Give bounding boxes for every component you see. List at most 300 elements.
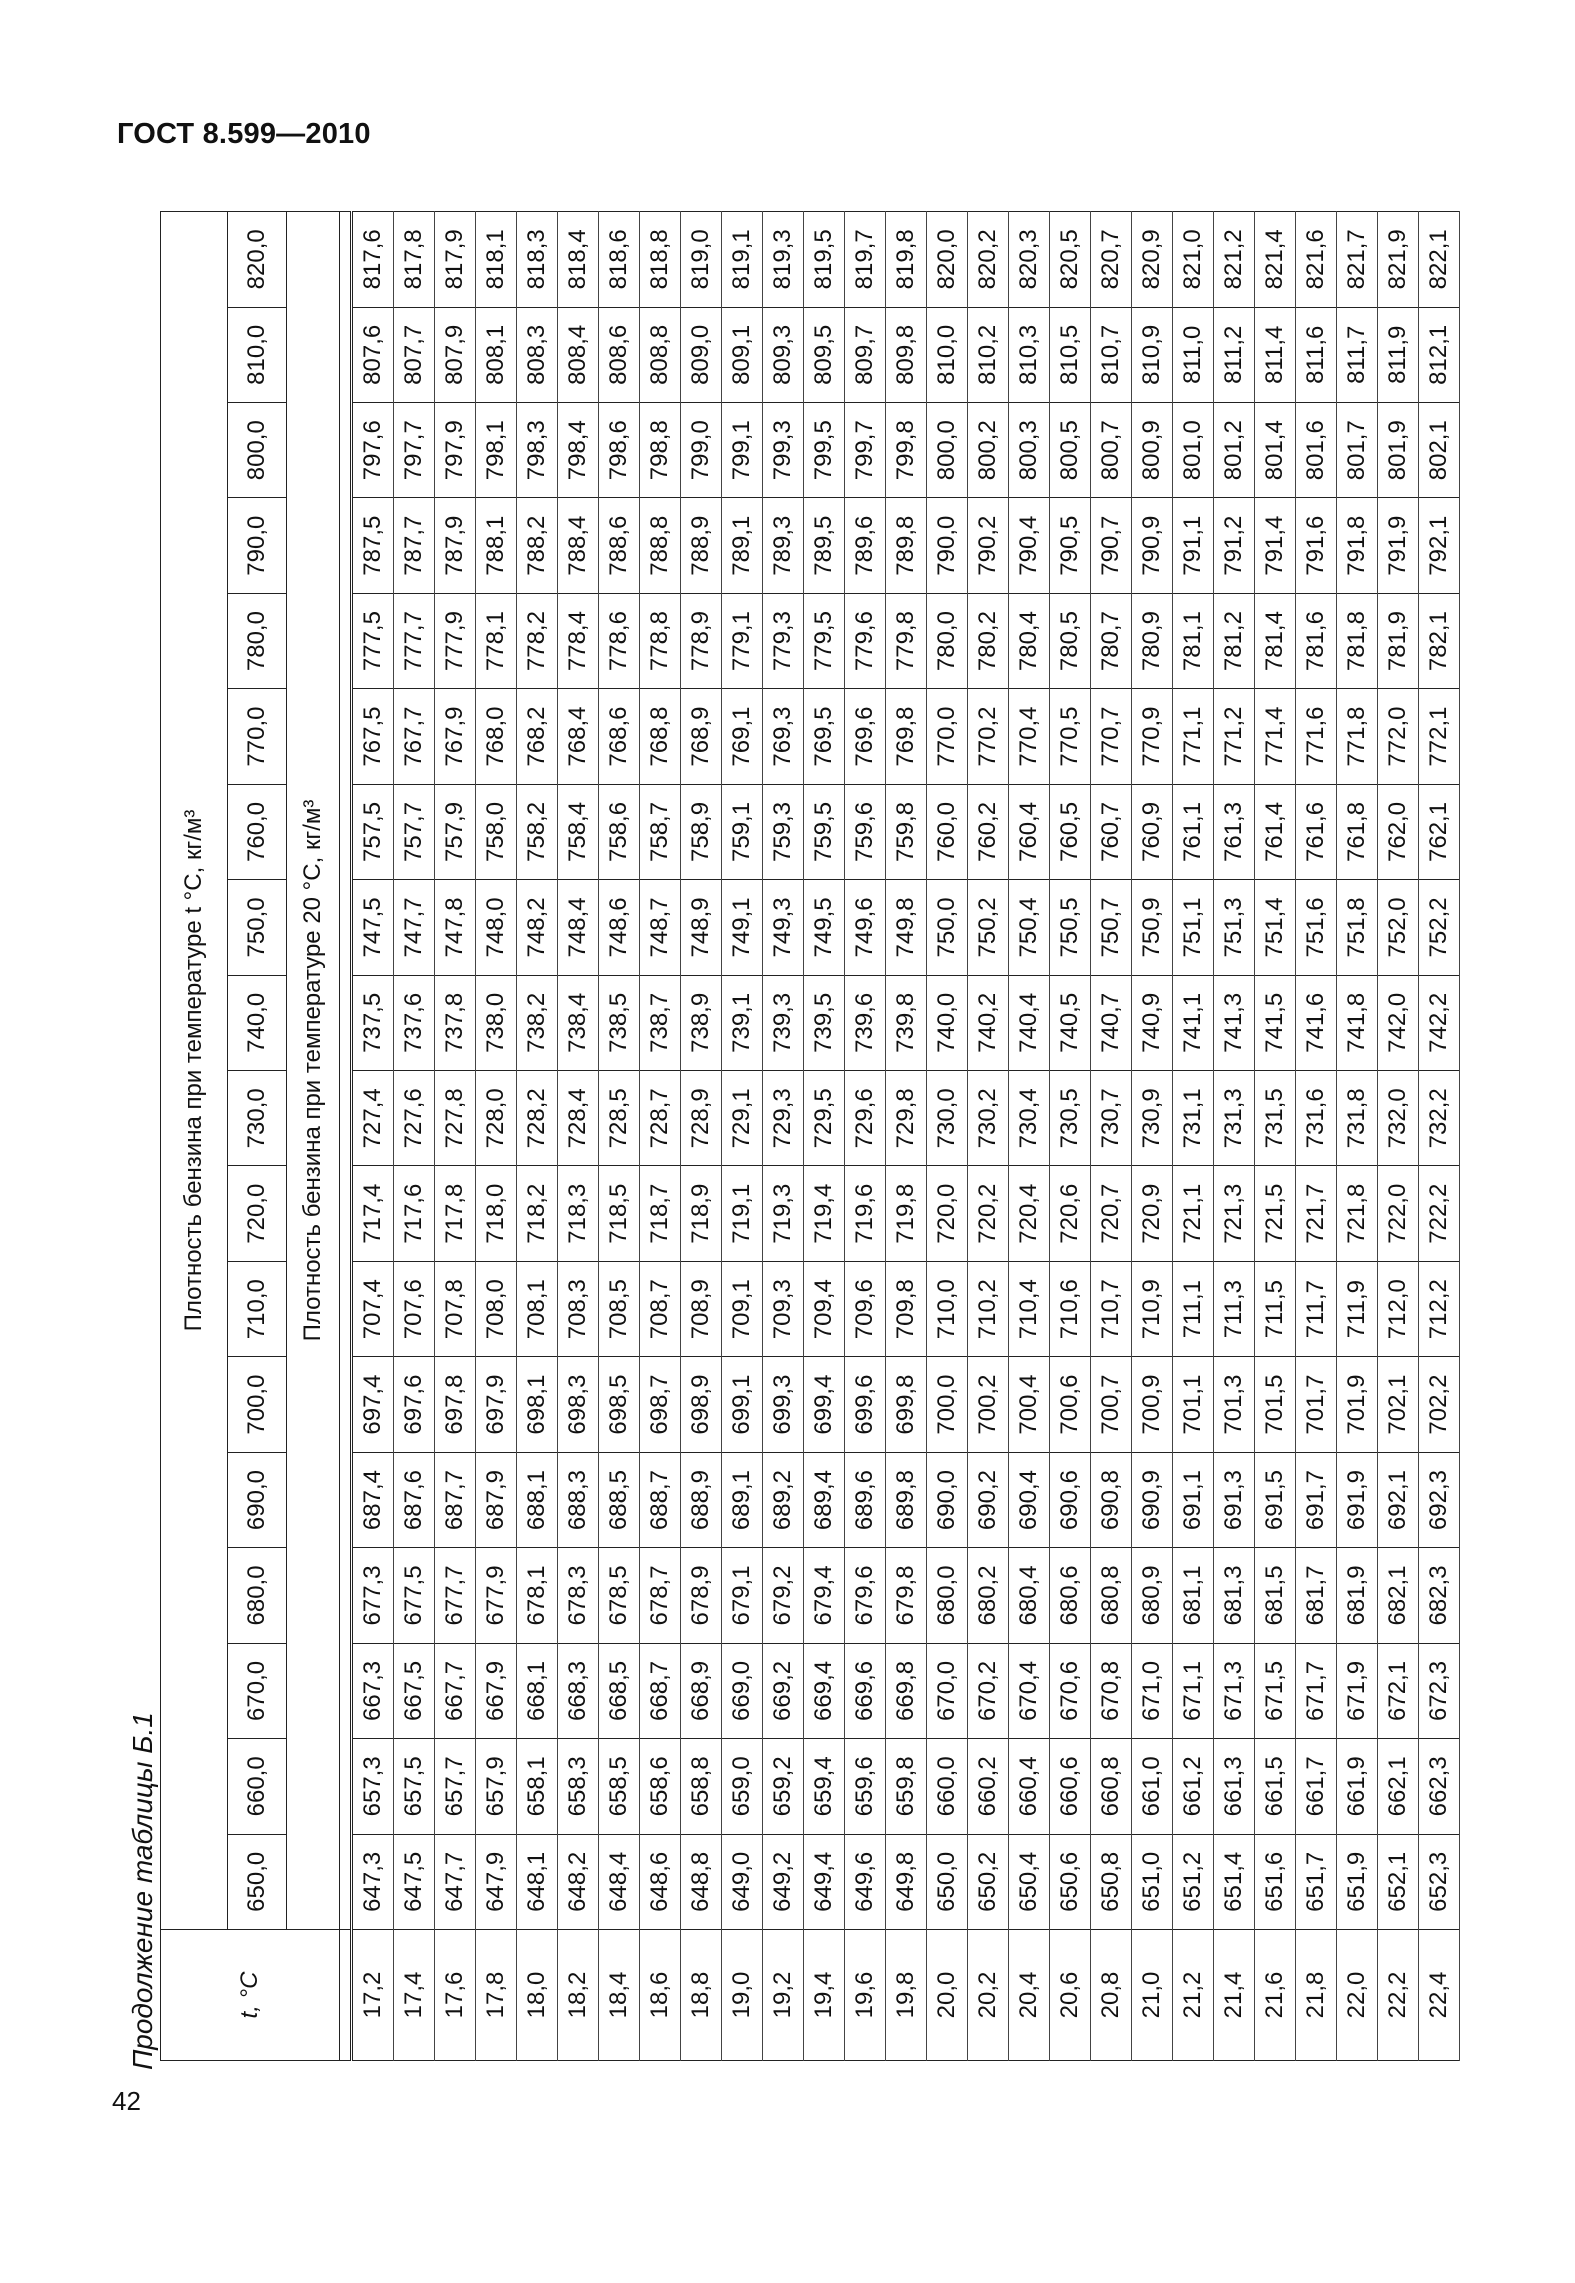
density-column-header: 770,0 bbox=[228, 689, 287, 784]
density-cell: 688,9 bbox=[681, 1452, 722, 1547]
density-cell: 771,4 bbox=[1255, 689, 1296, 784]
table-row bbox=[1419, 212, 1460, 2061]
density-cell: 758,4 bbox=[558, 784, 599, 879]
density-cell: 770,4 bbox=[1009, 689, 1050, 784]
density-cell: 668,1 bbox=[517, 1643, 558, 1738]
density-cell: 688,3 bbox=[558, 1452, 599, 1547]
density-cell: 691,7 bbox=[1296, 1452, 1337, 1547]
density-cell: 789,5 bbox=[804, 498, 845, 593]
density-cell: 717,8 bbox=[435, 1166, 476, 1261]
density-cell: 699,3 bbox=[763, 1357, 804, 1452]
density-cell: 749,3 bbox=[763, 880, 804, 975]
density-cell: 808,1 bbox=[476, 307, 517, 402]
table-row bbox=[1378, 212, 1419, 2061]
temperature-cell: 20,4 bbox=[1009, 1930, 1050, 2061]
density-cell: 650,2 bbox=[968, 1834, 1009, 1929]
density-cell: 687,9 bbox=[476, 1452, 517, 1547]
density-cell: 661,7 bbox=[1296, 1739, 1337, 1834]
temperature-cell: 20,0 bbox=[927, 1930, 968, 2061]
density-cell: 819,0 bbox=[681, 212, 722, 308]
density-cell: 718,9 bbox=[681, 1166, 722, 1261]
density-cell: 769,1 bbox=[722, 689, 763, 784]
density-cell: 738,2 bbox=[517, 975, 558, 1070]
density-cell: 790,9 bbox=[1132, 498, 1173, 593]
table-head bbox=[161, 212, 352, 2061]
density-cell: 800,9 bbox=[1132, 403, 1173, 498]
density-cell: 760,7 bbox=[1091, 784, 1132, 879]
density-cell: 819,5 bbox=[804, 212, 845, 308]
density-cell: 758,0 bbox=[476, 784, 517, 879]
density-cell: 679,8 bbox=[886, 1548, 927, 1643]
density-header-row bbox=[228, 212, 287, 2061]
density-cell: 751,3 bbox=[1214, 880, 1255, 975]
density-cell: 697,6 bbox=[394, 1357, 435, 1452]
density-cell: 798,3 bbox=[517, 403, 558, 498]
density-cell: 739,3 bbox=[763, 975, 804, 1070]
density-cell: 647,9 bbox=[476, 1834, 517, 1929]
density-cell: 740,4 bbox=[1009, 975, 1050, 1070]
density-cell: 729,6 bbox=[845, 1071, 886, 1166]
density-cell: 700,0 bbox=[927, 1357, 968, 1452]
density-cell: 729,1 bbox=[722, 1071, 763, 1166]
density-cell: 809,1 bbox=[722, 307, 763, 402]
density-cell: 710,7 bbox=[1091, 1261, 1132, 1356]
density-cell: 690,2 bbox=[968, 1452, 1009, 1547]
density-cell: 739,8 bbox=[886, 975, 927, 1070]
density-cell: 758,6 bbox=[599, 784, 640, 879]
density-cell: 810,5 bbox=[1050, 307, 1091, 402]
density-cell: 769,3 bbox=[763, 689, 804, 784]
density-cell: 728,0 bbox=[476, 1071, 517, 1166]
density-cell: 739,1 bbox=[722, 975, 763, 1070]
density-cell: 799,3 bbox=[763, 403, 804, 498]
density-cell: 739,6 bbox=[845, 975, 886, 1070]
density-cell: 669,8 bbox=[886, 1643, 927, 1738]
density-cell: 671,3 bbox=[1214, 1643, 1255, 1738]
density-cell: 809,3 bbox=[763, 307, 804, 402]
density-cell: 689,6 bbox=[845, 1452, 886, 1547]
density-cell: 801,4 bbox=[1255, 403, 1296, 498]
density-cell: 708,1 bbox=[517, 1261, 558, 1356]
density-cell: 712,2 bbox=[1419, 1261, 1460, 1356]
temperature-cell: 18,0 bbox=[517, 1930, 558, 2061]
density-cell: 719,1 bbox=[722, 1166, 763, 1261]
density-cell: 787,7 bbox=[394, 498, 435, 593]
density-cell: 811,9 bbox=[1378, 307, 1419, 402]
density-cell: 817,8 bbox=[394, 212, 435, 308]
density-cell: 721,1 bbox=[1173, 1166, 1214, 1261]
temperature-cell: 19,2 bbox=[763, 1930, 804, 2061]
density-cell: 690,8 bbox=[1091, 1452, 1132, 1547]
density-cell: 738,5 bbox=[599, 975, 640, 1070]
density-cell: 801,7 bbox=[1337, 403, 1378, 498]
density-cell: 711,5 bbox=[1255, 1261, 1296, 1356]
density-cell: 808,6 bbox=[599, 307, 640, 402]
density-cell: 811,6 bbox=[1296, 307, 1337, 402]
density-cell: 727,8 bbox=[435, 1071, 476, 1166]
density-cell: 771,1 bbox=[1173, 689, 1214, 784]
density-cell: 791,4 bbox=[1255, 498, 1296, 593]
density-cell: 649,8 bbox=[886, 1834, 927, 1929]
density-cell: 718,7 bbox=[640, 1166, 681, 1261]
sub-header: Плотность бензина при температуре 20 °C, кг/м³ bbox=[287, 212, 340, 1930]
density-cell: 807,6 bbox=[352, 307, 394, 402]
density-cell: 707,8 bbox=[435, 1261, 476, 1356]
density-cell: 800,2 bbox=[968, 403, 1009, 498]
density-cell: 790,2 bbox=[968, 498, 1009, 593]
density-cell: 660,4 bbox=[1009, 1739, 1050, 1834]
density-cell: 721,3 bbox=[1214, 1166, 1255, 1261]
density-column-header: 650,0 bbox=[228, 1834, 287, 1929]
density-cell: 758,7 bbox=[640, 784, 681, 879]
density-cell: 780,4 bbox=[1009, 593, 1050, 688]
density-cell: 689,2 bbox=[763, 1452, 804, 1547]
density-cell: 727,4 bbox=[352, 1071, 394, 1166]
density-cell: 751,6 bbox=[1296, 880, 1337, 975]
temperature-cell: 18,2 bbox=[558, 1930, 599, 2061]
temperature-cell: 21,6 bbox=[1255, 1930, 1296, 2061]
density-cell: 671,0 bbox=[1132, 1643, 1173, 1738]
density-cell: 720,9 bbox=[1132, 1166, 1173, 1261]
density-cell: 771,8 bbox=[1337, 689, 1378, 784]
density-cell: 802,1 bbox=[1419, 403, 1460, 498]
temperature-cell: 17,6 bbox=[435, 1930, 476, 2061]
density-cell: 650,0 bbox=[927, 1834, 968, 1929]
density-cell: 651,0 bbox=[1132, 1834, 1173, 1929]
density-cell: 760,5 bbox=[1050, 784, 1091, 879]
density-cell: 779,3 bbox=[763, 593, 804, 688]
density-cell: 697,9 bbox=[476, 1357, 517, 1452]
density-column-header: 660,0 bbox=[228, 1739, 287, 1834]
density-cell: 770,0 bbox=[927, 689, 968, 784]
density-cell: 797,7 bbox=[394, 403, 435, 498]
density-cell: 697,8 bbox=[435, 1357, 476, 1452]
density-cell: 799,1 bbox=[722, 403, 763, 498]
density-cell: 678,7 bbox=[640, 1548, 681, 1643]
temperature-cell: 20,8 bbox=[1091, 1930, 1132, 2061]
temperature-cell: 17,2 bbox=[352, 1930, 394, 2061]
density-cell: 727,6 bbox=[394, 1071, 435, 1166]
density-cell: 711,1 bbox=[1173, 1261, 1214, 1356]
density-cell: 700,6 bbox=[1050, 1357, 1091, 1452]
density-column-header: 780,0 bbox=[228, 593, 287, 688]
density-cell: 688,5 bbox=[599, 1452, 640, 1547]
density-cell: 779,8 bbox=[886, 593, 927, 688]
density-cell: 688,1 bbox=[517, 1452, 558, 1547]
density-cell: 692,3 bbox=[1419, 1452, 1460, 1547]
table-row bbox=[640, 212, 681, 2061]
table-row bbox=[681, 212, 722, 2061]
density-cell: 699,4 bbox=[804, 1357, 845, 1452]
density-cell: 728,2 bbox=[517, 1071, 558, 1166]
density-cell: 741,8 bbox=[1337, 975, 1378, 1070]
density-cell: 812,1 bbox=[1419, 307, 1460, 402]
density-cell: 760,0 bbox=[927, 784, 968, 879]
table-row bbox=[558, 212, 599, 2061]
density-cell: 681,5 bbox=[1255, 1548, 1296, 1643]
density-cell: 761,3 bbox=[1214, 784, 1255, 879]
density-cell: 648,6 bbox=[640, 1834, 681, 1929]
density-cell: 820,9 bbox=[1132, 212, 1173, 308]
density-cell: 751,8 bbox=[1337, 880, 1378, 975]
density-cell: 778,2 bbox=[517, 593, 558, 688]
density-cell: 709,8 bbox=[886, 1261, 927, 1356]
density-cell: 711,7 bbox=[1296, 1261, 1337, 1356]
density-cell: 758,2 bbox=[517, 784, 558, 879]
density-cell: 798,6 bbox=[599, 403, 640, 498]
density-cell: 678,5 bbox=[599, 1548, 640, 1643]
density-cell: 801,0 bbox=[1173, 403, 1214, 498]
density-cell: 789,1 bbox=[722, 498, 763, 593]
density-cell: 659,8 bbox=[886, 1739, 927, 1834]
density-cell: 809,8 bbox=[886, 307, 927, 402]
density-cell: 811,2 bbox=[1214, 307, 1255, 402]
density-cell: 737,8 bbox=[435, 975, 476, 1070]
table-row bbox=[927, 212, 968, 2061]
density-cell: 778,4 bbox=[558, 593, 599, 688]
density-cell: 759,8 bbox=[886, 784, 927, 879]
density-cell: 659,2 bbox=[763, 1739, 804, 1834]
density-cell: 659,6 bbox=[845, 1739, 886, 1834]
density-cell: 681,1 bbox=[1173, 1548, 1214, 1643]
density-cell: 738,7 bbox=[640, 975, 681, 1070]
density-cell: 649,2 bbox=[763, 1834, 804, 1929]
density-cell: 751,4 bbox=[1255, 880, 1296, 975]
density-column-header: 760,0 bbox=[228, 784, 287, 879]
density-cell: 649,4 bbox=[804, 1834, 845, 1929]
density-cell: 729,3 bbox=[763, 1071, 804, 1166]
density-cell: 789,8 bbox=[886, 498, 927, 593]
density-cell: 800,5 bbox=[1050, 403, 1091, 498]
density-cell: 757,9 bbox=[435, 784, 476, 879]
density-cell: 811,4 bbox=[1255, 307, 1296, 402]
density-cell: 661,9 bbox=[1337, 1739, 1378, 1834]
density-cell: 750,0 bbox=[927, 880, 968, 975]
density-cell: 660,6 bbox=[1050, 1739, 1091, 1834]
density-cell: 708,7 bbox=[640, 1261, 681, 1356]
temperature-cell: 17,8 bbox=[476, 1930, 517, 2061]
density-cell: 762,1 bbox=[1419, 784, 1460, 879]
density-cell: 730,5 bbox=[1050, 1071, 1091, 1166]
density-cell: 670,0 bbox=[927, 1643, 968, 1738]
density-table bbox=[160, 211, 1460, 2061]
density-cell: 779,6 bbox=[845, 593, 886, 688]
density-cell: 679,2 bbox=[763, 1548, 804, 1643]
density-cell: 818,3 bbox=[517, 212, 558, 308]
density-cell: 759,3 bbox=[763, 784, 804, 879]
density-cell: 752,0 bbox=[1378, 880, 1419, 975]
density-cell: 772,1 bbox=[1419, 689, 1460, 784]
density-cell: 790,0 bbox=[927, 498, 968, 593]
density-cell: 788,2 bbox=[517, 498, 558, 593]
density-cell: 728,5 bbox=[599, 1071, 640, 1166]
density-cell: 808,8 bbox=[640, 307, 681, 402]
density-cell: 720,4 bbox=[1009, 1166, 1050, 1261]
temperature-cell: 19,4 bbox=[804, 1930, 845, 2061]
density-cell: 791,9 bbox=[1378, 498, 1419, 593]
density-cell: 661,5 bbox=[1255, 1739, 1296, 1834]
density-cell: 670,2 bbox=[968, 1643, 1009, 1738]
density-column-header: 680,0 bbox=[228, 1548, 287, 1643]
density-cell: 750,5 bbox=[1050, 880, 1091, 975]
density-cell: 809,5 bbox=[804, 307, 845, 402]
density-column-header: 800,0 bbox=[228, 403, 287, 498]
density-cell: 718,3 bbox=[558, 1166, 599, 1261]
density-cell: 761,4 bbox=[1255, 784, 1296, 879]
density-cell: 681,3 bbox=[1214, 1548, 1255, 1643]
table-row bbox=[722, 212, 763, 2061]
density-cell: 731,5 bbox=[1255, 1071, 1296, 1166]
density-cell: 701,3 bbox=[1214, 1357, 1255, 1452]
density-cell: 689,4 bbox=[804, 1452, 845, 1547]
density-cell: 779,5 bbox=[804, 593, 845, 688]
density-cell: 821,2 bbox=[1214, 212, 1255, 308]
table-row bbox=[1214, 212, 1255, 2061]
density-cell: 787,9 bbox=[435, 498, 476, 593]
density-cell: 648,4 bbox=[599, 1834, 640, 1929]
table-row bbox=[1173, 212, 1214, 2061]
density-cell: 748,2 bbox=[517, 880, 558, 975]
density-cell: 730,0 bbox=[927, 1071, 968, 1166]
density-cell: 691,1 bbox=[1173, 1452, 1214, 1547]
table-row bbox=[599, 212, 640, 2061]
density-column-header: 730,0 bbox=[228, 1071, 287, 1166]
density-column-header: 690,0 bbox=[228, 1452, 287, 1547]
density-cell: 779,1 bbox=[722, 593, 763, 688]
density-cell: 767,9 bbox=[435, 689, 476, 784]
density-cell: 730,9 bbox=[1132, 1071, 1173, 1166]
density-cell: 788,1 bbox=[476, 498, 517, 593]
density-cell: 750,4 bbox=[1009, 880, 1050, 975]
density-cell: 789,6 bbox=[845, 498, 886, 593]
density-cell: 677,3 bbox=[352, 1548, 394, 1643]
table-body bbox=[352, 212, 1460, 2061]
density-cell: 700,7 bbox=[1091, 1357, 1132, 1452]
density-cell: 710,6 bbox=[1050, 1261, 1091, 1356]
density-cell: 810,0 bbox=[927, 307, 968, 402]
density-cell: 651,7 bbox=[1296, 1834, 1337, 1929]
density-cell: 790,7 bbox=[1091, 498, 1132, 593]
density-cell: 698,3 bbox=[558, 1357, 599, 1452]
density-cell: 800,3 bbox=[1009, 403, 1050, 498]
density-cell: 667,5 bbox=[394, 1643, 435, 1738]
density-cell: 692,1 bbox=[1378, 1452, 1419, 1547]
density-cell: 781,6 bbox=[1296, 593, 1337, 688]
density-cell: 809,7 bbox=[845, 307, 886, 402]
density-cell: 780,9 bbox=[1132, 593, 1173, 688]
density-cell: 749,6 bbox=[845, 880, 886, 975]
density-cell: 718,5 bbox=[599, 1166, 640, 1261]
density-cell: 738,9 bbox=[681, 975, 722, 1070]
density-cell: 771,2 bbox=[1214, 689, 1255, 784]
density-cell: 668,9 bbox=[681, 1643, 722, 1738]
density-cell: 699,6 bbox=[845, 1357, 886, 1452]
temperature-cell: 22,2 bbox=[1378, 1930, 1419, 2061]
density-cell: 678,3 bbox=[558, 1548, 599, 1643]
density-cell: 702,2 bbox=[1419, 1357, 1460, 1452]
density-cell: 742,0 bbox=[1378, 975, 1419, 1070]
density-cell: 790,5 bbox=[1050, 498, 1091, 593]
table-row bbox=[352, 212, 394, 2061]
density-column-header: 790,0 bbox=[228, 498, 287, 593]
density-cell: 778,8 bbox=[640, 593, 681, 688]
density-cell: 759,5 bbox=[804, 784, 845, 879]
density-cell: 718,2 bbox=[517, 1166, 558, 1261]
density-cell: 740,5 bbox=[1050, 975, 1091, 1070]
density-cell: 810,3 bbox=[1009, 307, 1050, 402]
density-cell: 729,5 bbox=[804, 1071, 845, 1166]
density-cell: 717,4 bbox=[352, 1166, 394, 1261]
density-cell: 732,0 bbox=[1378, 1071, 1419, 1166]
density-cell: 770,5 bbox=[1050, 689, 1091, 784]
density-cell: 732,2 bbox=[1419, 1071, 1460, 1166]
table-row bbox=[476, 212, 517, 2061]
density-cell: 761,1 bbox=[1173, 784, 1214, 879]
density-cell: 791,2 bbox=[1214, 498, 1255, 593]
density-cell: 680,4 bbox=[1009, 1548, 1050, 1643]
table-row bbox=[763, 212, 804, 2061]
density-cell: 651,2 bbox=[1173, 1834, 1214, 1929]
temperature-cell: 21,0 bbox=[1132, 1930, 1173, 2061]
density-cell: 708,0 bbox=[476, 1261, 517, 1356]
density-cell: 649,0 bbox=[722, 1834, 763, 1929]
density-cell: 720,7 bbox=[1091, 1166, 1132, 1261]
temperature-cell: 20,2 bbox=[968, 1930, 1009, 2061]
density-cell: 690,9 bbox=[1132, 1452, 1173, 1547]
density-cell: 768,4 bbox=[558, 689, 599, 784]
density-cell: 820,3 bbox=[1009, 212, 1050, 308]
density-cell: 799,8 bbox=[886, 403, 927, 498]
density-cell: 820,0 bbox=[927, 212, 968, 308]
density-cell: 748,0 bbox=[476, 880, 517, 975]
density-cell: 788,9 bbox=[681, 498, 722, 593]
density-cell: 708,3 bbox=[558, 1261, 599, 1356]
density-cell: 801,2 bbox=[1214, 403, 1255, 498]
density-cell: 682,3 bbox=[1419, 1548, 1460, 1643]
density-cell: 818,4 bbox=[558, 212, 599, 308]
density-cell: 798,4 bbox=[558, 403, 599, 498]
density-cell: 660,0 bbox=[927, 1739, 968, 1834]
density-cell: 662,1 bbox=[1378, 1739, 1419, 1834]
density-cell: 791,6 bbox=[1296, 498, 1337, 593]
density-cell: 660,8 bbox=[1091, 1739, 1132, 1834]
density-cell: 661,2 bbox=[1173, 1739, 1214, 1834]
table-row bbox=[394, 212, 435, 2061]
density-cell: 691,3 bbox=[1214, 1452, 1255, 1547]
density-cell: 687,6 bbox=[394, 1452, 435, 1547]
density-cell: 700,9 bbox=[1132, 1357, 1173, 1452]
density-cell: 721,5 bbox=[1255, 1166, 1296, 1261]
density-cell: 748,7 bbox=[640, 880, 681, 975]
density-cell: 780,0 bbox=[927, 593, 968, 688]
density-cell: 821,9 bbox=[1378, 212, 1419, 308]
density-cell: 722,0 bbox=[1378, 1166, 1419, 1261]
density-cell: 772,0 bbox=[1378, 689, 1419, 784]
density-cell: 752,2 bbox=[1419, 880, 1460, 975]
table-row bbox=[1255, 212, 1296, 2061]
density-cell: 819,3 bbox=[763, 212, 804, 308]
density-cell: 811,7 bbox=[1337, 307, 1378, 402]
density-cell: 718,0 bbox=[476, 1166, 517, 1261]
density-cell: 709,3 bbox=[763, 1261, 804, 1356]
density-cell: 748,6 bbox=[599, 880, 640, 975]
density-cell: 780,5 bbox=[1050, 593, 1091, 688]
density-cell: 818,1 bbox=[476, 212, 517, 308]
density-cell: 648,8 bbox=[681, 1834, 722, 1929]
density-cell: 660,2 bbox=[968, 1739, 1009, 1834]
density-cell: 700,4 bbox=[1009, 1357, 1050, 1452]
density-cell: 777,7 bbox=[394, 593, 435, 688]
